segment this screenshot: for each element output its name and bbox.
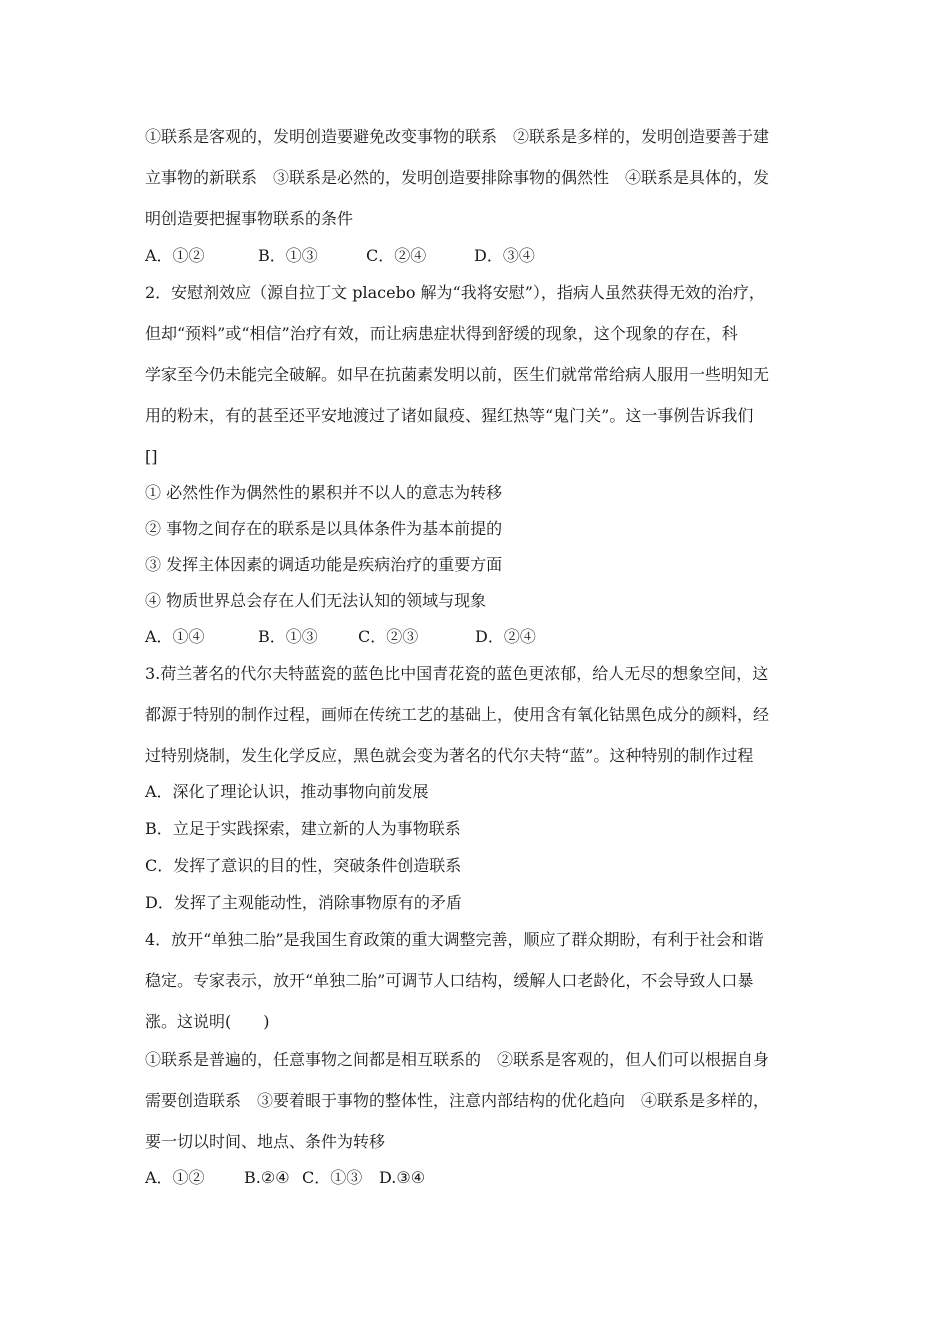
q1-option-a: A．①② [145, 246, 205, 265]
q1-option-d: D．③④ [474, 246, 535, 265]
q3-stem-line-2: 都源于特别的制作过程，画师在传统工艺的基础上，使用含有氧化钴黑色成分的颜料，经 [145, 705, 770, 724]
q2-statement-2: ② 事物之间存在的联系是以具体条件为基本前提的 [145, 519, 503, 538]
q1-statement-line-3: 明创造要把握事物联系的条件 [145, 209, 354, 228]
q1-options [145, 246, 535, 266]
q2-statement-3: ③ 发挥主体因素的调适功能是疾病治疗的重要方面 [145, 555, 503, 574]
q1-option-b: B．①③ [258, 246, 318, 265]
q2-options [145, 627, 536, 647]
q2-stem-line-2: 但却“预料”或“相信”治疗有效，而让病患症状得到舒缓的现象，这个现象的存在，科 [145, 324, 738, 343]
q2-stem-line-1: 2．安慰剂效应（源自拉丁文 placebo 解为“我将安慰”），指病人虽然获得无效的治疗， [145, 283, 765, 302]
q2-option-c: C．②③ [358, 627, 419, 646]
q2-answer-blank: [] [145, 447, 158, 466]
q4-statement-line-2: 需要创造联系 ③要着眼于事物的整体性，注意内部结构的优化趋向 ④联系是多样的， [145, 1091, 770, 1110]
q4-option-c: C．①③ [302, 1168, 363, 1187]
q1-statement-line-1: ①联系是客观的，发明创造要避免改变事物的联系 ②联系是多样的，发明创造要善于建 [145, 127, 770, 146]
q3-stem-line-1: 3.荷兰著名的代尔夫特蓝瓷的蓝色比中国青花瓷的蓝色更浓郁，给人无尽的想象空间，这 [145, 664, 769, 683]
q3-stem-line-3: 过特别烧制，发生化学反应，黑色就会变为著名的代尔夫特“蓝”。这种特别的制作过程 [145, 746, 754, 765]
q3-option-d: D．发挥了主观能动性，消除事物原有的矛盾 [145, 893, 462, 912]
q2-statement-1: ① 必然性作为偶然性的累积并不以人的意志为转移 [145, 483, 503, 502]
q4-stem-line-2: 稳定。专家表示，放开“单独二胎”可调节人口结构，缓解人口老龄化，不会导致人口暴 [145, 971, 754, 990]
q2-option-d: D．②④ [475, 627, 536, 646]
q3-option-c: C．发挥了意识的目的性，突破条件创造联系 [145, 856, 462, 875]
q2-statement-4: ④ 物质世界总会存在人们无法认知的领域与现象 [145, 591, 487, 610]
q4-stem-line-3: 涨。这说明( ) [145, 1012, 270, 1031]
q4-stem-line-1: 4．放开“单独二胎”是我国生育政策的重大调整完善，顺应了群众期盼，有利于社会和谐 [145, 930, 764, 949]
q4-option-a: A．①② [145, 1168, 205, 1187]
q4-option-d: D.③④ [379, 1168, 426, 1187]
q2-stem-line-3: 学家至今仍未能完全破解。如早在抗菌素发明以前，医生们就常常给病人服用一些明知无 [145, 365, 770, 384]
q1-statement-line-2: 立事物的新联系 ③联系是必然的，发明创造要排除事物的偶然性 ④联系是具体的，发 [145, 168, 770, 187]
q4-statement-line-3: 要一切以时间、地点、条件为转移 [145, 1132, 386, 1151]
q2-option-b: B．①③ [258, 627, 318, 646]
q3-option-a: A．深化了理论认识，推动事物向前发展 [145, 782, 429, 801]
q4-statement-line-1: ①联系是普遍的，任意事物之间都是相互联系的 ②联系是客观的，但人们可以根据自身 [145, 1050, 770, 1069]
q4-options [145, 1168, 425, 1188]
q2-stem-line-4: 用的粉末，有的甚至还平安地渡过了诸如鼠疫、猩红热等“鬼门关”。这一事例告诉我们 [145, 406, 754, 425]
q3-option-b: B．立足于实践探索，建立新的人为事物联系 [145, 819, 461, 838]
q2-option-a: A．①④ [145, 627, 205, 646]
q1-option-c: C．②④ [366, 246, 427, 265]
q4-option-b: B.②④ [244, 1168, 290, 1187]
